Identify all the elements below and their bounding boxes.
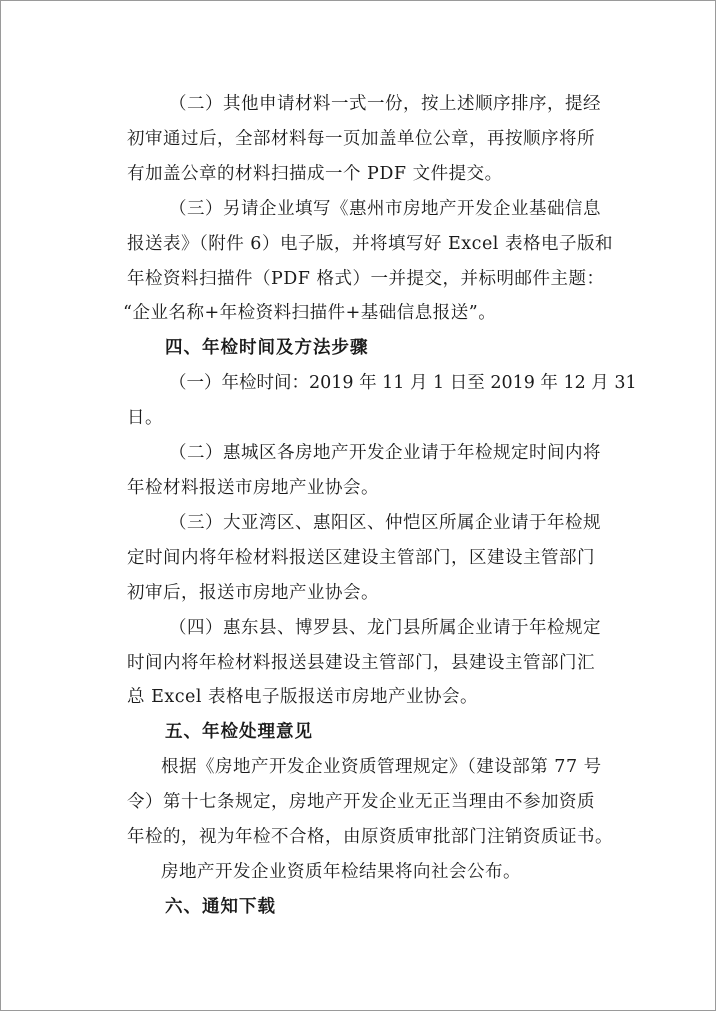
paragraph-line: （三）大亚湾区、惠阳区、仲恺区所属企业请于年检规 <box>169 513 601 533</box>
paragraph-line: 定时间内将年检材料报送区建设主管部门，区建设主管部门 <box>127 548 595 568</box>
paragraph-line: “企业名称+年检资料扫描件+基础信息报送”。 <box>123 303 497 323</box>
paragraph-line: 报送表》（附件 6）电子版，并将填写好 Excel 表格电子版和 <box>127 234 613 254</box>
section-heading: 四、年检时间及方法步骤 <box>165 338 369 358</box>
paragraph-line: 年检材料报送市房地产业协会。 <box>127 478 379 498</box>
paragraph-line: 有加盖公章的材料扫描成一个 PDF 文件提交。 <box>127 164 503 184</box>
paragraph-line: （三）另请企业填写《惠州市房地产开发企业基础信息 <box>169 199 601 219</box>
paragraph-line: 初审后，报送市房地产业协会。 <box>127 583 379 603</box>
paragraph-line: 根据《房地产开发企业资质管理规定》（建设部第 77 号 <box>161 757 602 777</box>
paragraph-line: （一）年检时间：2019 年 11 月 1 日至 2019 年 12 月 31 <box>169 373 637 393</box>
paragraph-line: （二）其他申请材料一式一份，按上述顺序排序，提经 <box>169 94 601 114</box>
paragraph-line: （二）惠城区各房地产开发企业请于年检规定时间内将 <box>169 443 601 463</box>
paragraph-line: 总 Excel 表格电子版报送市房地产业协会。 <box>127 687 479 707</box>
paragraph-line: 令）第十七条规定，房地产开发企业无正当理由不参加资质 <box>127 792 595 812</box>
paragraph-line: 日。 <box>127 408 163 428</box>
paragraph-line: 时间内将年检材料报送县建设主管部门，县建设主管部门汇 <box>127 653 595 673</box>
paragraph-line: 年检资料扫描件（PDF 格式）一并提交，并标明邮件主题： <box>127 269 605 289</box>
paragraph-line: 房地产开发企业资质年检结果将向社会公布。 <box>161 862 521 882</box>
section-heading: 六、通知下载 <box>165 897 276 917</box>
paragraph-line: 初审通过后，全部材料每一页加盖单位公章，再按顺序将所 <box>127 129 595 149</box>
paragraph-line: 年检的，视为年检不合格，由原资质审批部门注销资质证书。 <box>127 827 613 847</box>
paragraph-line: （四）惠东县、博罗县、龙门县所属企业请于年检规定 <box>169 618 601 638</box>
section-heading: 五、年检处理意见 <box>165 722 313 742</box>
